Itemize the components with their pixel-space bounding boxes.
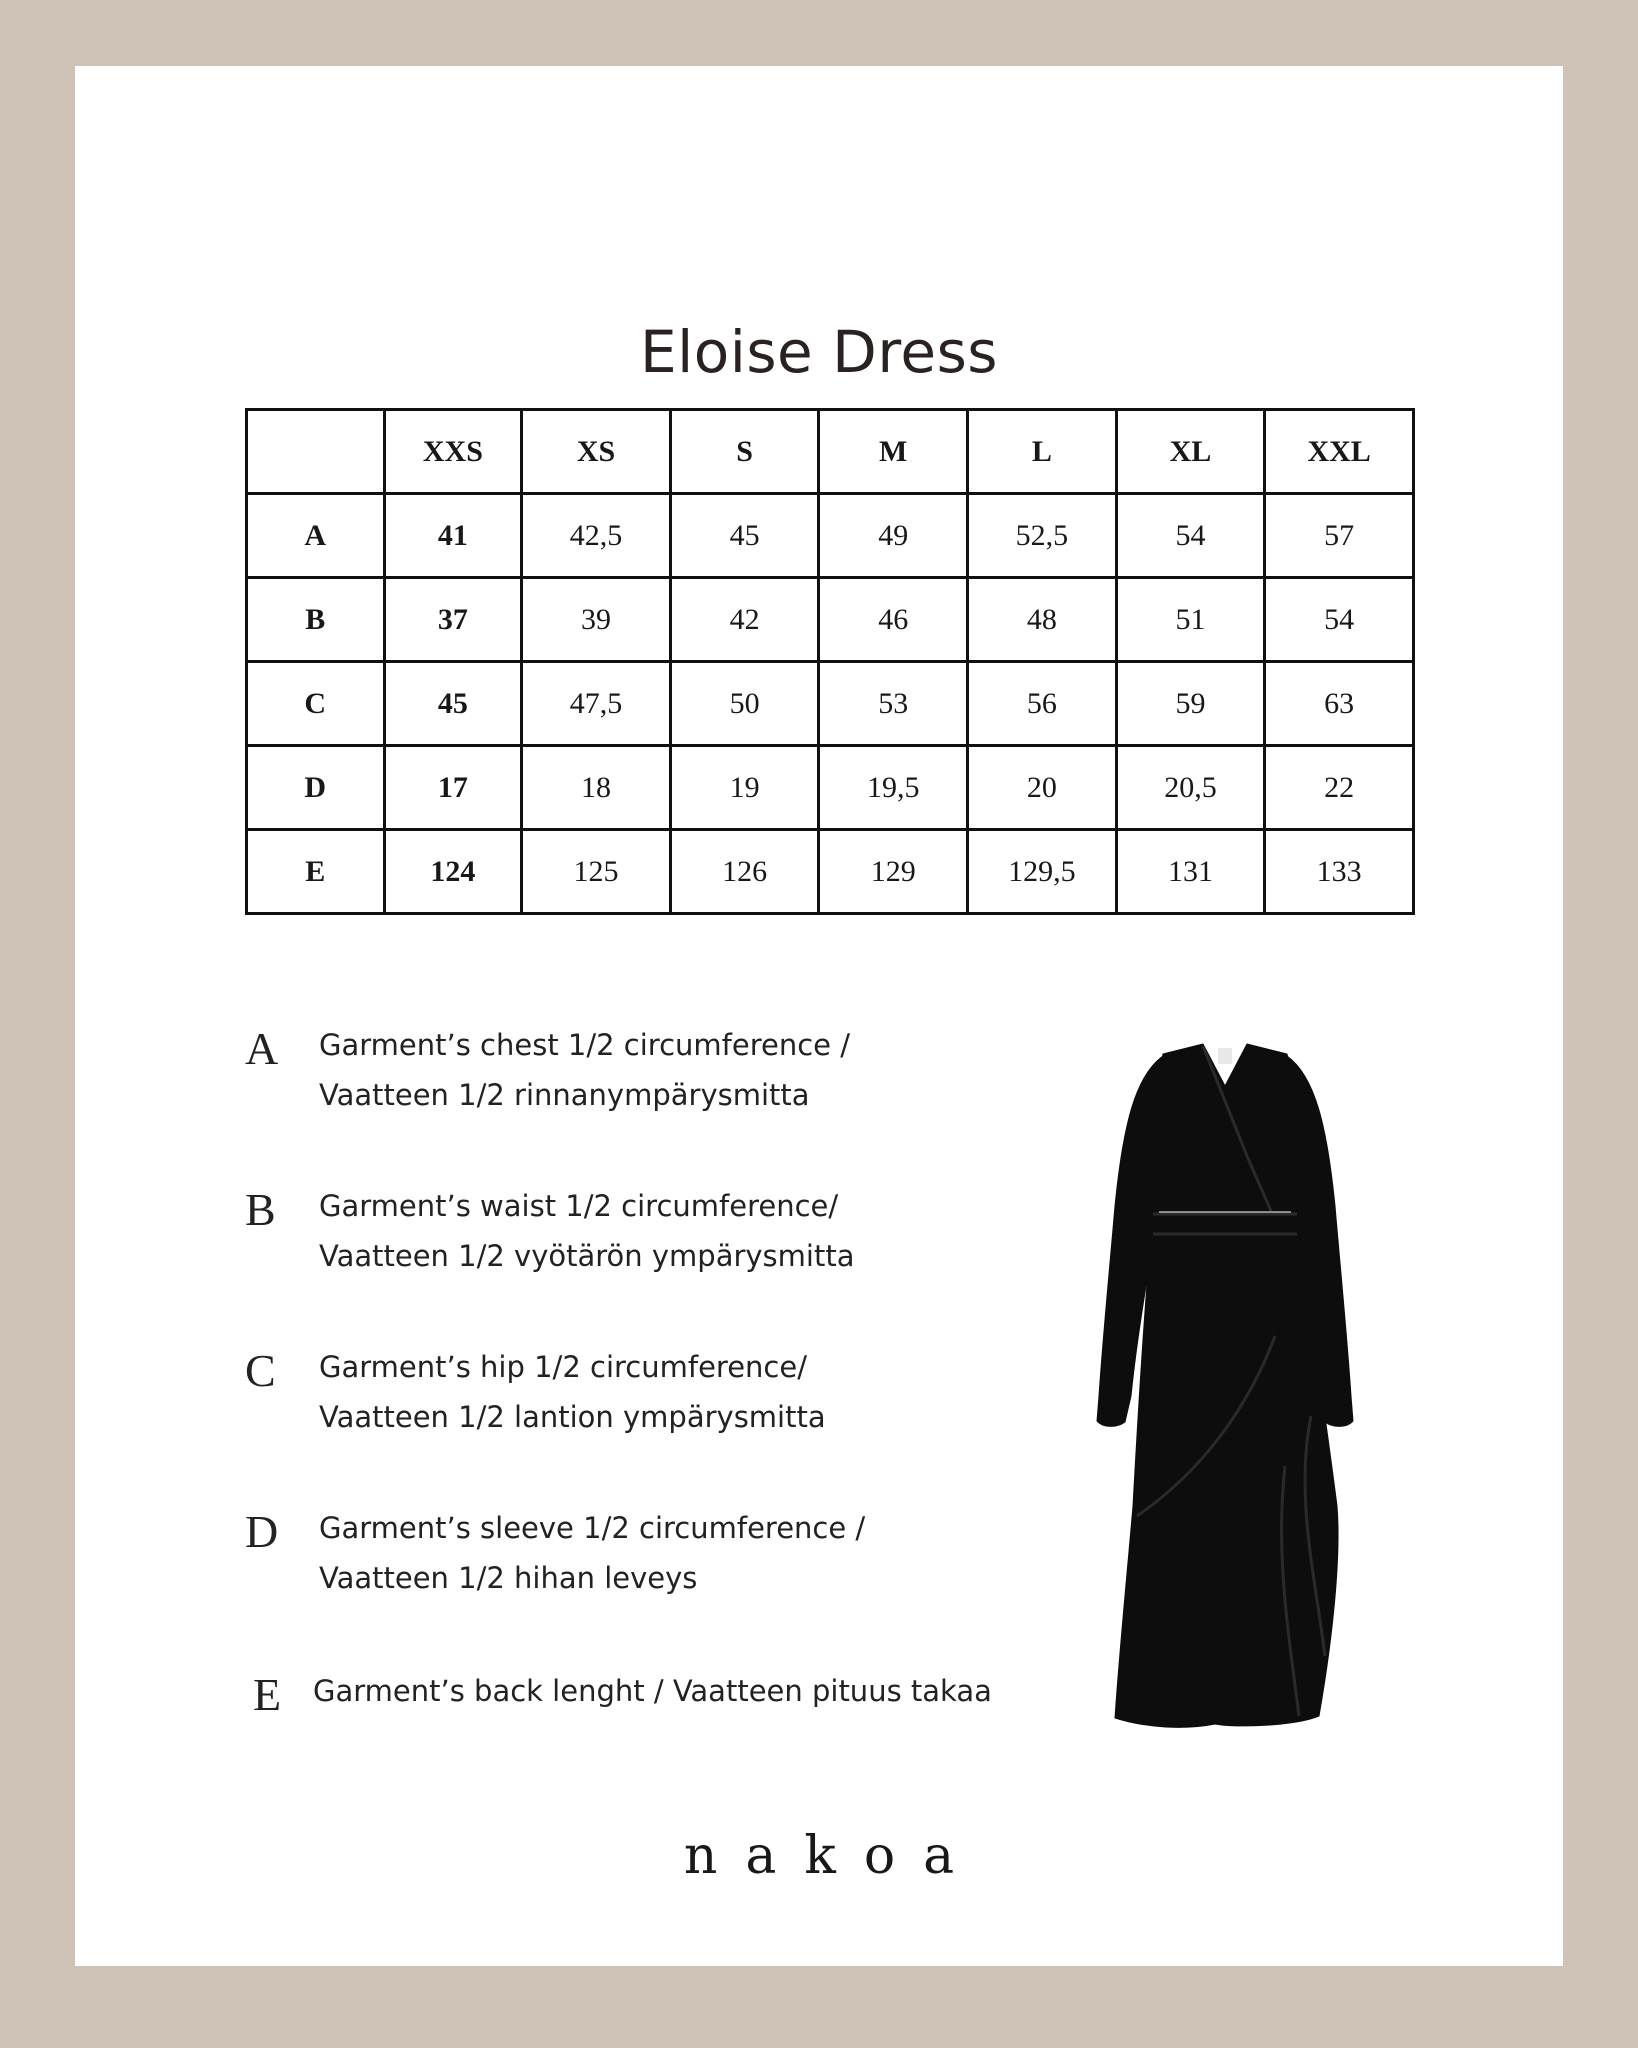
table-cell: 57 xyxy=(1265,494,1414,578)
table-cell: 42,5 xyxy=(522,494,671,578)
table-cell: 131 xyxy=(1116,830,1265,914)
legend-line-fi: Vaatteen 1/2 lantion ympärysmitta xyxy=(319,1400,826,1434)
row-label: D xyxy=(247,746,385,830)
row-label: C xyxy=(247,662,385,746)
legend-line-fi: Vaatteen 1/2 rinnanympärysmitta xyxy=(319,1078,810,1112)
dress-illustration xyxy=(1075,1036,1375,1746)
legend-line-fi: Vaatteen 1/2 vyötärön ympärysmitta xyxy=(319,1239,855,1273)
table-cell: 63 xyxy=(1265,662,1414,746)
table-cell: 20 xyxy=(968,746,1117,830)
table-header-cell: XXL xyxy=(1265,410,1414,494)
page-title: Eloise Dress xyxy=(639,318,999,386)
table-cell: 19 xyxy=(670,746,819,830)
table-cell: 129 xyxy=(819,830,968,914)
table-cell: 54 xyxy=(1265,578,1414,662)
table-cell: 37 xyxy=(384,578,522,662)
table-cell: 19,5 xyxy=(819,746,968,830)
table-cell: 45 xyxy=(670,494,819,578)
table-cell: 126 xyxy=(670,830,819,914)
legend-description xyxy=(319,1020,850,1120)
table-cell: 54 xyxy=(1116,494,1265,578)
table-cell: 47,5 xyxy=(522,662,671,746)
table-row xyxy=(247,494,1414,578)
table-cell: 41 xyxy=(384,494,522,578)
table-cell: 133 xyxy=(1265,830,1414,914)
table-cell: 49 xyxy=(819,494,968,578)
legend-letter: A xyxy=(245,1023,279,1074)
table-header-cell xyxy=(247,410,385,494)
table-row xyxy=(247,746,1414,830)
legend-line-en: Garment’s hip 1/2 circumference/ xyxy=(319,1350,807,1384)
table-cell: 51 xyxy=(1116,578,1265,662)
table-cell: 20,5 xyxy=(1116,746,1265,830)
table-header-cell: M xyxy=(819,410,968,494)
table-cell: 129,5 xyxy=(968,830,1117,914)
table-cell: 42 xyxy=(670,578,819,662)
row-label: A xyxy=(247,494,385,578)
table-cell: 53 xyxy=(819,662,968,746)
legend-letter: E xyxy=(253,1669,282,1720)
table-row xyxy=(247,830,1414,914)
table-header-cell: XL xyxy=(1116,410,1265,494)
row-label: E xyxy=(247,830,385,914)
table-cell: 39 xyxy=(522,578,671,662)
legend-description xyxy=(319,1503,865,1603)
table-header-row xyxy=(247,410,1414,494)
legend-letter: D xyxy=(245,1506,279,1557)
table-cell: 45 xyxy=(384,662,522,746)
legend-description xyxy=(313,1666,992,1716)
brand-logo: nakoa xyxy=(683,1826,983,1886)
table-cell: 50 xyxy=(670,662,819,746)
table-cell: 59 xyxy=(1116,662,1265,746)
legend-line-en: Garment’s chest 1/2 circumference / xyxy=(319,1028,850,1062)
table-cell: 46 xyxy=(819,578,968,662)
legend-description xyxy=(319,1181,854,1281)
size-table xyxy=(245,408,1415,915)
table-header-cell: XS xyxy=(522,410,671,494)
legend-line-en: Garment’s waist 1/2 circumference/ xyxy=(319,1189,839,1223)
size-guide-card xyxy=(75,66,1563,1966)
table-cell: 52,5 xyxy=(968,494,1117,578)
legend-letter: B xyxy=(245,1184,276,1235)
label-tag-icon xyxy=(1218,1048,1232,1064)
legend-line-en: Garment’s sleeve 1/2 circumference / xyxy=(319,1511,866,1545)
table-cell: 22 xyxy=(1265,746,1414,830)
table-header-cell: S xyxy=(670,410,819,494)
table-cell: 124 xyxy=(384,830,522,914)
table-cell: 48 xyxy=(968,578,1117,662)
table-row xyxy=(247,578,1414,662)
table-cell: 18 xyxy=(522,746,671,830)
table-row xyxy=(247,662,1414,746)
table-header-cell: XXS xyxy=(384,410,522,494)
table-cell: 17 xyxy=(384,746,522,830)
legend-line-en: Garment’s back lenght / Vaatteen pituus takaa xyxy=(313,1674,992,1708)
legend-letter: C xyxy=(245,1345,276,1396)
table-cell: 56 xyxy=(968,662,1117,746)
legend-line-fi: Vaatteen 1/2 hihan leveys xyxy=(319,1561,698,1595)
table-cell: 125 xyxy=(522,830,671,914)
table-header-cell: L xyxy=(968,410,1117,494)
row-label: B xyxy=(247,578,385,662)
legend-description xyxy=(319,1342,826,1442)
